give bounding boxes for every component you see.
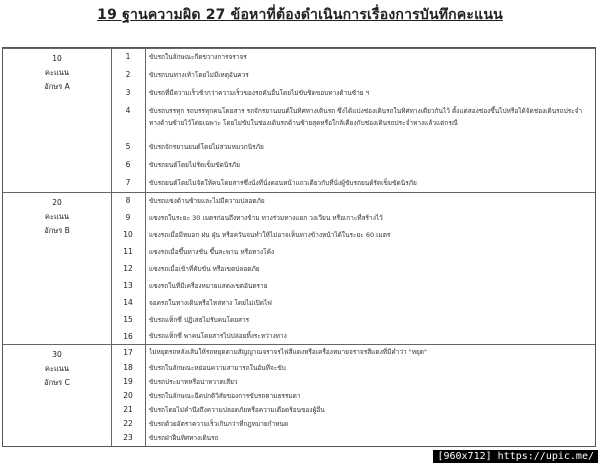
table-row <box>3 102 595 138</box>
row-number: 7 <box>125 178 131 187</box>
row-text: ขับรถแท็กซี่ ปฏิเสธไม่รับคนโดยสาร <box>149 316 250 324</box>
row-number: 2 <box>125 70 131 79</box>
table-row <box>3 294 595 312</box>
row-text: ขับรถยนต์โดยไม่จัดให้คนโดยสารซึ่งนั่งที่นั่งตอนหน้าแถวเดียวกับที่นั่งผู้ขับรถยนต์รัดเข็มขัดนิรภัย <box>149 179 417 187</box>
row-number: 18 <box>123 363 133 372</box>
table-row <box>3 209 595 227</box>
table-row <box>3 243 595 261</box>
row-text: แซงรถในระยะ 30 เมตรก่อนถึงทางข้าม ทางร่วมทางแยก วงเวียน หรือเกาะที่สร้างไว้ <box>149 214 383 222</box>
table-row <box>3 174 595 192</box>
row-text: ขับรถยนต์โดยไม่รัดเข็มขัดนิรภัย <box>149 161 240 169</box>
row-number: 1 <box>125 52 131 61</box>
row-number: 12 <box>123 264 133 273</box>
row-text: ขับรถจักรยานยนต์โดยไม่สวมหมวกนิรภัย <box>149 143 264 151</box>
row-text: ขับรถแท็กซี่ พาคนโดยสารไปปล่อยทิ้งระหว่างทาง <box>149 332 287 340</box>
group-points: 20 <box>52 198 62 207</box>
row-number: 14 <box>123 298 133 307</box>
row-text: แซงรถเมื่อมีหมอก ฝน ฝุ่น หรือควันจนทำให้ไม่อาจเห็นทางข้างหน้าได้ในระยะ 60 เมตร <box>149 231 391 239</box>
row-number: 20 <box>123 391 133 400</box>
row-text: แซงรถเมื่อขึ้นทางชัน ขึ้นสะพาน หรือทางโค้ง <box>149 248 275 256</box>
table-row <box>3 361 595 375</box>
row-number: 22 <box>123 419 133 428</box>
table-row <box>3 389 595 403</box>
group-letter: อักษร C <box>44 378 70 387</box>
row-number: 8 <box>125 196 131 205</box>
table-row <box>3 431 595 445</box>
table-row <box>3 192 595 210</box>
offense-table <box>2 47 596 447</box>
table-row <box>3 66 595 84</box>
image-size-watermark: [960x712] https://upic.me/ <box>433 450 598 463</box>
row-number: 13 <box>123 281 133 290</box>
row-number: 5 <box>125 142 131 151</box>
table-row <box>3 375 595 389</box>
table-row <box>3 311 595 329</box>
table-row <box>3 344 595 361</box>
row-number: 3 <box>125 88 131 97</box>
group-points: 30 <box>52 350 62 359</box>
row-text: จอดรถในทางเดินหรือไหล่ทาง โดยไม่เปิดไฟ <box>149 299 272 307</box>
group-unit: คะแนน <box>44 364 70 373</box>
row-number: 10 <box>123 230 133 239</box>
table-row <box>3 403 595 417</box>
table-row <box>3 277 595 295</box>
page-title: 19 ฐานความผิด 27 ข้อหาที่ต้องดำเนินการเรื่องการบันทึกคะแนน <box>97 7 503 23</box>
row-text: ขับรถที่มีความเร็วช้ากว่าความเร็วของรถคันอื่นโดยไม่ขับชิดขอบทางด้านซ้าย ฯ <box>149 89 370 97</box>
row-text: ขับรถในลักษณะฉีดปกติวิสัยของการขับรถตามธรรมดา <box>149 392 301 400</box>
row-text: ขับรถในลักษณะหย่อนความสามารถในอันที่จะขับ <box>149 364 286 372</box>
row-text: ขับรถแซงด้านซ้ายและไม่มีความปลอดภัย <box>149 197 265 205</box>
row-number: 19 <box>123 377 133 386</box>
row-number: 9 <box>125 213 131 222</box>
group-unit: คะแนน <box>44 212 70 221</box>
group-letter: อักษร A <box>44 82 70 91</box>
row-number: 11 <box>123 247 133 256</box>
table-row <box>3 417 595 431</box>
row-number: 17 <box>123 348 133 357</box>
table-row <box>3 260 595 278</box>
row-text: แซงรถเมื่อเข้าที่คับขัน หรือเขตปลอดภัย <box>149 265 260 273</box>
table-row <box>3 48 595 66</box>
group-points: 10 <box>52 54 62 63</box>
row-text: ขับรถฝ่าฝืนทิศทางเดินรถ <box>149 434 219 442</box>
table-row <box>3 328 595 345</box>
table-row <box>3 138 595 156</box>
row-text: ขับรถบรรทุก รถบรรทุกคนโดยสาร รถจักรยานยนต์ในทิศทางเดินรถ ซึ่งได้แบ่งช่องเดินรถในทิศทางเดียวกันไว้ ตั้งแต่สองช่องขึ้นไปหรือได้จัดช่องเดินรถประจำทางด้านซ้ายไว้โดยเฉพาะ โดยไม่ขับในช่องเดินรถด้านซ้ายสุดหรือใกล้เคียงกับช่องเดินรถประจำทางแล้วแต่กรณี <box>149 107 583 127</box>
table-row <box>3 226 595 244</box>
row-number: 23 <box>123 433 133 442</box>
table-row <box>3 84 595 102</box>
row-text: ขับรถในลักษณะกีดขวางการจราจร <box>149 53 247 61</box>
row-number: 15 <box>123 315 133 324</box>
row-number: 21 <box>123 405 133 414</box>
table-row <box>3 156 595 174</box>
row-number: 16 <box>123 332 133 341</box>
row-number: 6 <box>125 160 131 169</box>
row-text: ขับรถด้วยอัตราความเร็วเกินกว่าที่กฎหมายกำหนด <box>149 420 289 428</box>
row-text: ขับรถโดยไม่คำนึงถึงความปลอดภัยหรือความเดือดร้อนของผู้อื่น <box>149 406 325 414</box>
row-text: ขับรถบนทางเท้าโดยไม่มีเหตุอันควร <box>149 71 249 79</box>
row-text: ไม่หยุดรถหลังเส้นให้รถหยุดตามสัญญาณจราจรไฟสีแดงหรือเครื่องหมายจราจรสีแดงที่มีคำว่า "หยุด" <box>149 348 427 356</box>
row-text: ขับรถประมาทหรือน่าหวาดเสียว <box>149 378 238 386</box>
row-text: แซงรถในที่มีเครื่องหมายแสดงเขตอันตราย <box>149 282 268 290</box>
row-number: 4 <box>125 106 131 115</box>
group-letter: อักษร B <box>44 226 70 235</box>
group-unit: คะแนน <box>44 68 70 77</box>
